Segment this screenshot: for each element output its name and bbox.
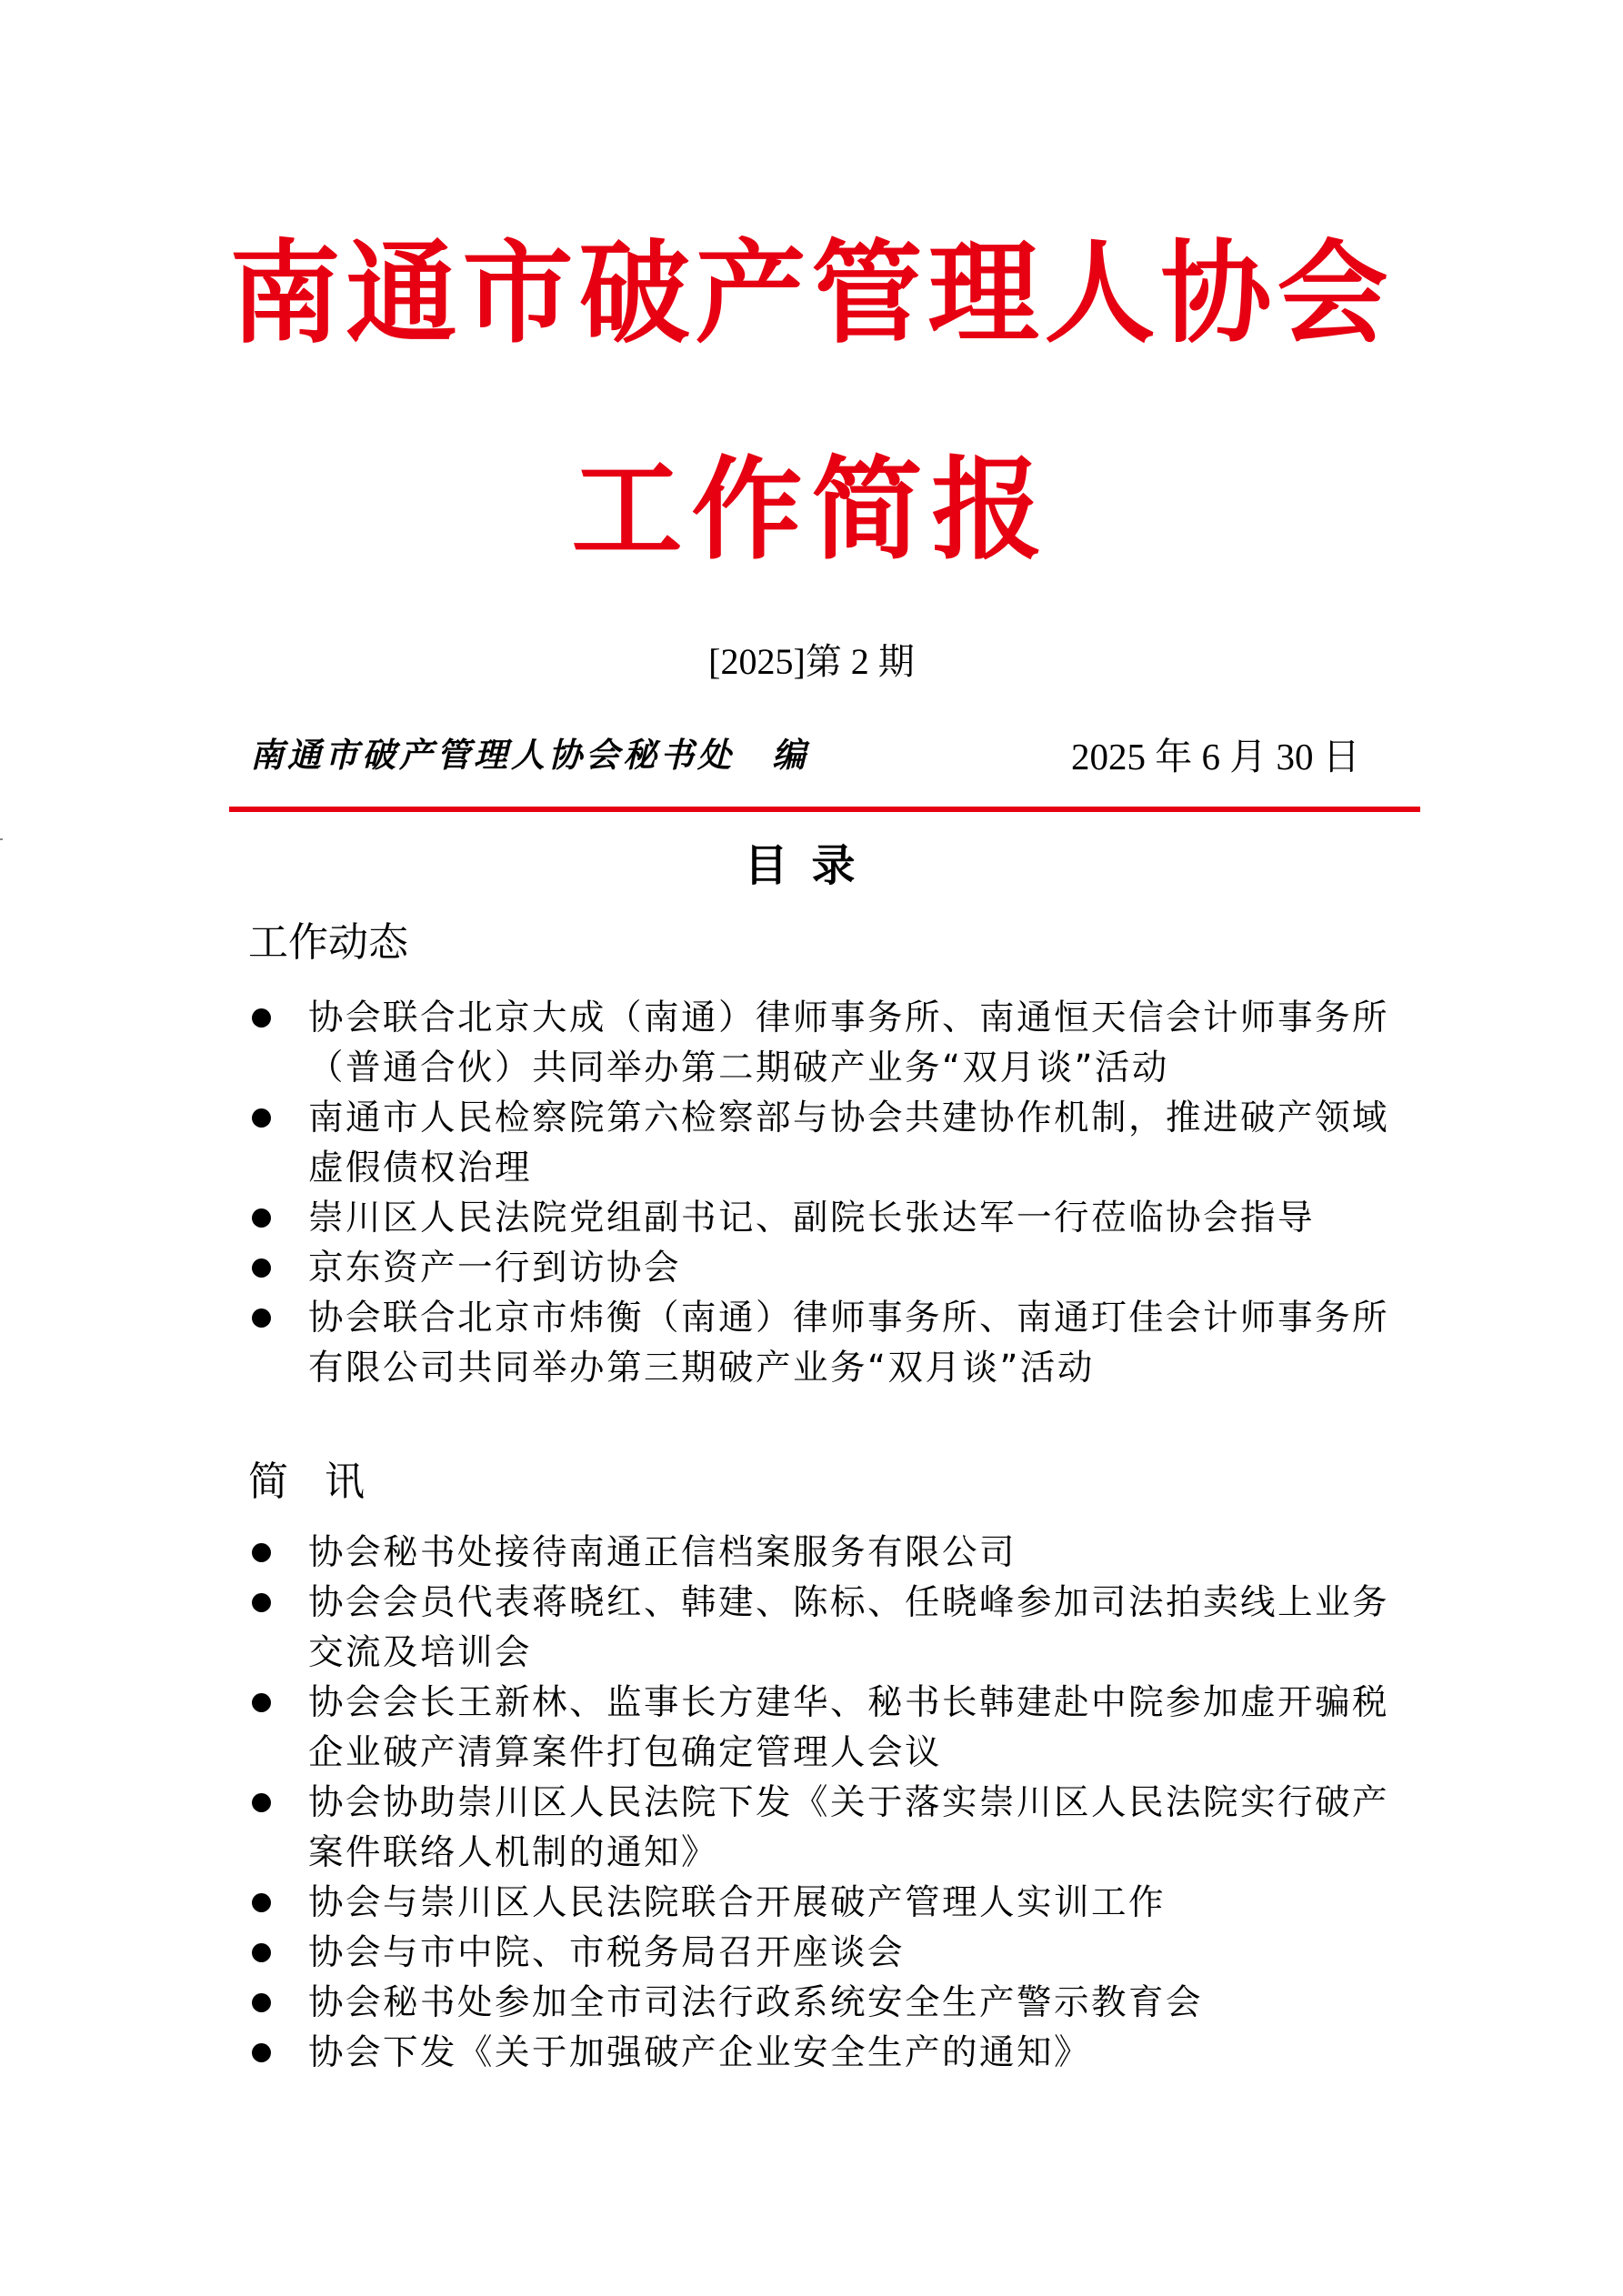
list-item bbox=[248, 1928, 1394, 1978]
section-heading-brief-news: 简讯 bbox=[248, 1459, 401, 1505]
bullet-icon bbox=[252, 1543, 271, 1562]
list-item-text: 协会会员代表蒋晓红、韩建、陈标、任晓峰参加司法拍卖线上业务交流及培训会 bbox=[308, 1582, 1390, 1673]
publish-date: 2025 年 6 月 30 日 bbox=[1071, 736, 1360, 777]
bullet-icon bbox=[252, 1943, 271, 1962]
bullet-icon bbox=[252, 1258, 271, 1278]
list-item bbox=[248, 1778, 1394, 1878]
list-item bbox=[248, 1293, 1394, 1393]
list-item bbox=[248, 993, 1394, 1093]
list-item-text: 协会秘书处参加全市司法行政系统安全生产警示教育会 bbox=[308, 1982, 1204, 2023]
list-item bbox=[248, 1093, 1394, 1193]
list-item-text: 协会下发《关于加强破产企业安全生产的通知》 bbox=[308, 2032, 1092, 2073]
list-item-text: 崇川区人民法院党组副书记、副院长张达军一行莅临协会指导 bbox=[308, 1198, 1316, 1238]
toc-title: 目录 bbox=[744, 840, 879, 891]
list-item bbox=[248, 1878, 1394, 1928]
issue-number: [2025]第 2 期 bbox=[708, 641, 915, 682]
masthead-title-line2: 工作简报 bbox=[571, 446, 1052, 575]
margin-mark bbox=[0, 838, 3, 840]
list-item bbox=[248, 2028, 1394, 2078]
bullet-icon bbox=[252, 1893, 271, 1912]
red-divider-rule bbox=[229, 807, 1420, 812]
list-item-text: 协会与崇川区人民法院联合开展破产管理人实训工作 bbox=[308, 1882, 1167, 1923]
list-item bbox=[248, 1243, 1394, 1293]
bullet-icon bbox=[252, 1693, 271, 1712]
bullet-icon bbox=[252, 1793, 271, 1812]
list-item bbox=[248, 1528, 1394, 1578]
list-item bbox=[248, 1978, 1394, 2028]
list-item-text: 协会协助崇川区人民法院下发《关于落实崇川区人民法院实行破产案件联络人机制的通知》 bbox=[308, 1782, 1390, 1873]
list-item-text: 协会秘书处接待南通正信档案服务有限公司 bbox=[308, 1532, 1017, 1573]
list-item-text: 南通市人民检察院第六检察部与协会共建协作机制，推进破产领域虚假债权治理 bbox=[308, 1098, 1390, 1188]
list-item-text: 协会会长王新林、监事长方建华、秘书长韩建赴中院参加虚开骗税企业破产清算案件打包确定管理人会议 bbox=[308, 1682, 1390, 1773]
bullet-icon bbox=[252, 1008, 271, 1028]
list-item bbox=[248, 1578, 1394, 1678]
editor-line: 南通市破产管理人协会秘书处 编 bbox=[250, 736, 809, 775]
section-heading-work-dynamics: 工作动态 bbox=[248, 919, 408, 966]
bullet-icon bbox=[252, 1308, 271, 1328]
bullet-icon bbox=[252, 1993, 271, 2012]
masthead-title-line1: 南通市破产管理人协会 bbox=[229, 229, 1394, 358]
list-item bbox=[248, 1678, 1394, 1778]
work-dynamics-list bbox=[248, 993, 1394, 1393]
brief-news-list bbox=[248, 1528, 1394, 2078]
bullet-icon bbox=[252, 2043, 271, 2062]
bullet-icon bbox=[252, 1108, 271, 1128]
list-item-text: 协会联合北京市炜衡（南通）律师事务所、南通玎佳会计师事务所有限公司共同举办第三期破产业务“双月谈”活动 bbox=[308, 1298, 1390, 1389]
list-item-text: 协会联合北京大成（南通）律师事务所、南通恒天信会计师事务所（普通合伙）共同举办第二期破产业务“双月谈”活动 bbox=[308, 998, 1390, 1088]
bullet-icon bbox=[252, 1593, 271, 1612]
bullet-icon bbox=[252, 1208, 271, 1228]
list-item-text: 协会与市中院、市税务局召开座谈会 bbox=[308, 1932, 906, 1973]
list-item-text: 京东资产一行到访协会 bbox=[308, 1248, 682, 1288]
list-item bbox=[248, 1193, 1394, 1243]
